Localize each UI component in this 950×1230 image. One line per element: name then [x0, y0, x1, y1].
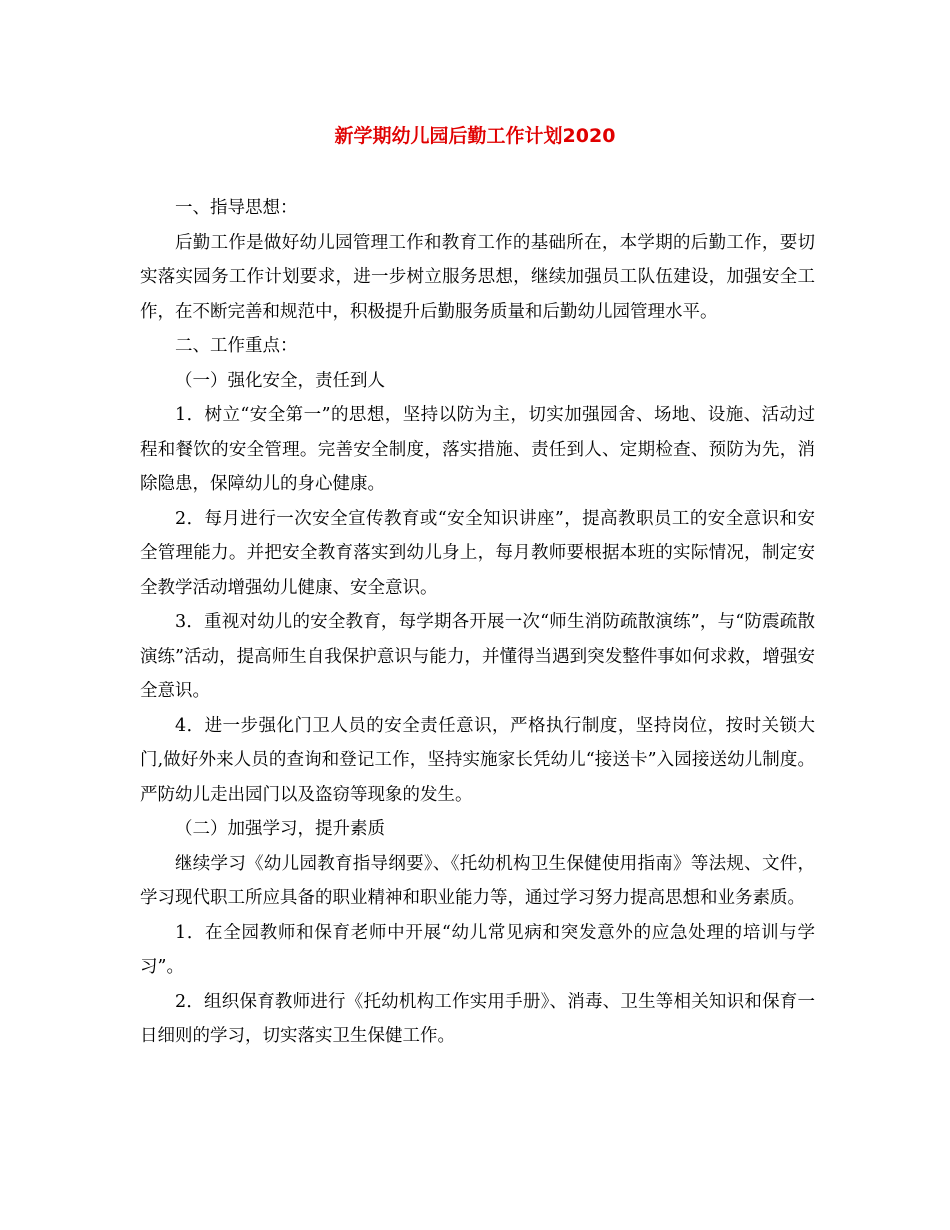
heading-guiding-thought: 一、指导思想：	[175, 198, 298, 218]
subheading-learning: （二）加强学习，提升素质	[175, 819, 385, 839]
paragraph-guiding-thought: 后勤工作是做好幼儿园管理工作和教育工作的基础所在，本学期的后勤工作，要切实落实园务工作计划要求，进一步树立服务思想，继续加强员工队伍建设，加强安全工作，在不断完善和规范中，积极提升后勤服务质量和后勤幼儿园管理水平。	[140, 232, 815, 322]
paragraph-learning-2: 2．组织保育教师进行《托幼机构工作实用手册》、消毒、卫生等相关知识和保育一日细则的学习，切实落实卫生保健工作。	[140, 991, 815, 1046]
subheading-safety: （一）强化安全，责任到人	[175, 370, 385, 391]
paragraph-learning-intro: 继续学习《幼儿园教育指导纲要》、《托幼机构卫生保健使用指南》等法规、文件，学习现代职工所应具备的职业精神和职业能力等，通过学习努力提高思想和业务素质。	[140, 853, 815, 908]
document-title: 新学期幼儿园后勤工作计划2020	[334, 125, 616, 147]
paragraph-safety-3: 3．重视对幼儿的安全教育，每学期各开展一次“师生消防疏散演练”，与“防震疏散演练”活动，提高师生自我保护意识与能力，并懂得当遇到突发整件事如何求救，增强安全意识。	[140, 612, 815, 701]
paragraph-safety-4: 4．进一步强化门卫人员的安全责任意识，严格执行制度，坚持岗位，按时关锁大门,做好外来人员的查询和登记工作，坚持实施家长凭幼儿“接送卡”入园接送幼儿制度。严防幼儿走出园门以及盗窃等现象的发生。	[140, 715, 815, 805]
paragraph-safety-2: 2．每月进行一次安全宣传教育或“安全知识讲座”，提高教职员工的安全意识和安全管理能力。并把安全教育落实到幼儿身上，每月教师要根据本班的实际情况，制定安全教学活动增强幼儿健康、安全意识。	[140, 508, 815, 598]
paragraph-safety-1: 1．树立“安全第一”的思想，坚持以防为主，切实加强园舍、场地、设施、活动过程和餐饮的安全管理。完善安全制度，落实措施、责任到人、定期检查、预防为先，消除隐患，保障幼儿的身心健康。	[140, 405, 815, 494]
paragraph-learning-1: 1．在全园教师和保育老师中开展“幼儿常见病和突发意外的应急处理的培训与学习”。	[140, 922, 815, 977]
document-body	[140, 191, 815, 1054]
heading-work-focus: 二、工作重点：	[175, 336, 298, 356]
